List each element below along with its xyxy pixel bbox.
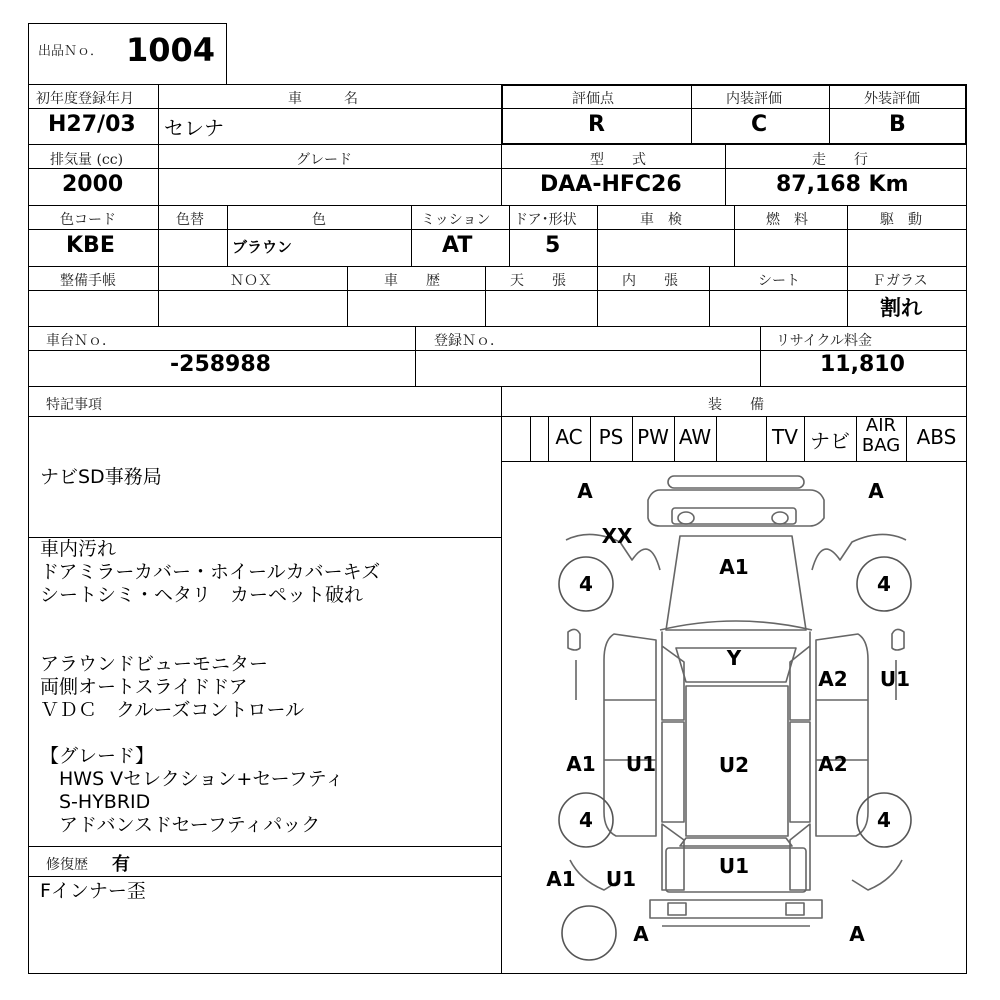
seat-label: シート bbox=[758, 273, 800, 289]
fglass-value: 割れ bbox=[880, 296, 922, 320]
interior-value: C bbox=[751, 112, 768, 137]
sunroof-label: 天 張 bbox=[510, 273, 566, 289]
chassis-value: -258988 bbox=[170, 352, 271, 377]
name-label: 車 名 bbox=[288, 91, 358, 107]
equip-airbag: AIR BAG bbox=[861, 415, 901, 456]
drive-label: 駆 動 bbox=[880, 212, 922, 228]
mark-tyre-fr: 4 bbox=[877, 572, 891, 596]
equip-abs: ABS bbox=[916, 425, 957, 449]
mark-rear-right-corner: A bbox=[849, 922, 865, 946]
displacement-label: 排気量 (cc) bbox=[50, 152, 124, 168]
repaint-label: 色替 bbox=[176, 212, 204, 228]
history-label: 車 歴 bbox=[384, 273, 440, 289]
mark-roof-front: Y bbox=[726, 646, 742, 670]
grade-label: グレード bbox=[296, 152, 352, 168]
mileage-label: 走 行 bbox=[812, 152, 868, 168]
mark-right-front-door: A2 bbox=[818, 667, 848, 691]
mark-hood: A1 bbox=[719, 555, 749, 579]
model-label: 型 式 bbox=[590, 152, 646, 168]
equip-ac: AC bbox=[555, 425, 583, 449]
score-value: R bbox=[588, 112, 605, 137]
recycle-label: リサイクル料金 bbox=[776, 333, 873, 349]
service-label: 整備手帳 bbox=[60, 273, 116, 289]
mark-tyre-rr: 4 bbox=[877, 808, 891, 832]
notes-line: アラウンドビューモニター bbox=[40, 653, 269, 675]
exterior-label: 外装評価 bbox=[864, 91, 920, 107]
repair-value: 有 bbox=[112, 854, 130, 875]
notes-line bbox=[40, 607, 380, 630]
color-code-value: KBE bbox=[66, 233, 115, 258]
fglass-label: Ｆガラス bbox=[872, 273, 928, 289]
color-code-label: 色コード bbox=[60, 212, 116, 228]
score-label: 評価点 bbox=[572, 91, 614, 107]
fuel-label: 燃 料 bbox=[766, 212, 808, 228]
mark-left-rear-door: U1 bbox=[625, 752, 657, 776]
mark-left-front-door: A1 bbox=[566, 752, 596, 776]
notes-line: 車内汚れ bbox=[40, 538, 117, 560]
notes-line: HWS Vセレクション+セーフティ bbox=[40, 768, 345, 790]
interior-trim-label: 内 張 bbox=[622, 273, 678, 289]
mark-bumper-front: XX bbox=[601, 524, 633, 548]
color-label: 色 bbox=[312, 212, 326, 228]
notes-line: ＶＤＣ クルーズコントロール bbox=[40, 699, 305, 721]
mark-left-rear: U1 bbox=[605, 867, 637, 891]
mission-value: AT bbox=[442, 233, 473, 258]
nox-label: ＮＯＸ bbox=[230, 273, 272, 289]
equip-pw: PW bbox=[637, 425, 669, 449]
mission-label: ミッション bbox=[421, 212, 491, 228]
mark-right-fender: U1 bbox=[879, 667, 911, 691]
repair-label: 修復歴 bbox=[46, 857, 88, 873]
notes-line: 両側オートスライドドア bbox=[40, 676, 248, 698]
notes-line-1: ナビSD事務局 bbox=[40, 466, 162, 488]
mark-tyre-fl: 4 bbox=[579, 572, 593, 596]
mark-right-rear-door: A2 bbox=[818, 752, 848, 776]
equip-navi: ナビ bbox=[810, 429, 850, 453]
notes-line: 【グレード】 bbox=[40, 745, 155, 767]
notes-label: 特記事項 bbox=[46, 397, 102, 413]
color-value: ブラウン bbox=[232, 238, 293, 256]
door-value: 5 bbox=[545, 233, 561, 258]
equip-aw: AW bbox=[678, 425, 712, 449]
model-value: DAA-HFC26 bbox=[540, 172, 682, 197]
mark-front-left-corner: A bbox=[577, 479, 593, 503]
mark-rear-left-corner: A bbox=[633, 922, 649, 946]
equip-tv: TV bbox=[772, 425, 798, 449]
mark-trunk: U1 bbox=[718, 854, 750, 878]
inspection-label: 車 検 bbox=[640, 212, 682, 228]
mark-tyre-rl: 4 bbox=[579, 808, 593, 832]
equipment-row bbox=[530, 416, 967, 461]
interior-label: 内装評価 bbox=[726, 91, 782, 107]
mileage-value: 87,168 Km bbox=[776, 172, 909, 197]
year-value: H27/03 bbox=[48, 112, 136, 137]
year-label: 初年度登録年月 bbox=[36, 91, 134, 107]
car-diagram bbox=[501, 462, 967, 974]
spare-tyre bbox=[562, 906, 616, 960]
door-label: ドア･形状 bbox=[514, 212, 577, 228]
notes-line: ドアミラーカバー・ホイールカバーキズ bbox=[40, 561, 381, 583]
equipment-label: 装 備 bbox=[708, 397, 764, 413]
reg-label: 登録Ｎｏ． bbox=[434, 333, 504, 349]
lot-label: 出品Ｎｏ． bbox=[38, 44, 104, 59]
mark-left-quarter: A1 bbox=[546, 867, 576, 891]
mark-roof: U2 bbox=[718, 753, 750, 777]
displacement-value: 2000 bbox=[62, 172, 124, 197]
notes-line bbox=[40, 630, 380, 653]
car-name: セレナ bbox=[164, 116, 224, 140]
notes-line bbox=[40, 722, 380, 745]
notes-line: アドバンスドセーフティパック bbox=[40, 814, 321, 836]
exterior-value: B bbox=[889, 112, 906, 137]
notes-line: シートシミ・ヘタリ カーペット破れ bbox=[40, 584, 364, 606]
lot-number: 1004 bbox=[126, 31, 216, 69]
equip-ps: PS bbox=[598, 425, 624, 449]
recycle-value: 11,810 bbox=[820, 352, 905, 377]
mark-front-right-corner: A bbox=[868, 479, 884, 503]
notes-body bbox=[40, 538, 380, 837]
notes-line: S-HYBRID bbox=[40, 791, 151, 813]
chassis-label: 車台Ｎｏ． bbox=[46, 333, 116, 349]
repair-note: Fインナー歪 bbox=[40, 880, 146, 902]
